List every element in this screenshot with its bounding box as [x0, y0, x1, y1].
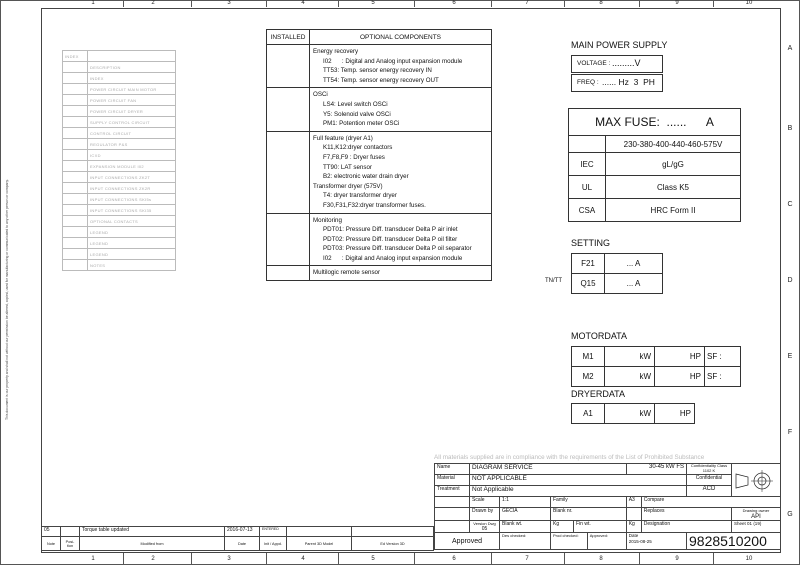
tb-acd: ACD [687, 486, 732, 497]
border-tick [639, 0, 640, 7]
index-entry: DESCRIPTION [88, 62, 176, 73]
motor-m1-sf: SF : [705, 347, 741, 367]
max-fuse-table [568, 108, 741, 222]
tn-tt-label: TN/TT [545, 278, 562, 284]
motor-m1: M1 [572, 347, 605, 367]
option-group [310, 266, 492, 281]
motor-m1-hp: HP [655, 347, 705, 367]
option-line: PDT02: Pressure Diff. transducer Delta P oil filter [323, 235, 458, 243]
option-line: Transformer dryer (575V) [313, 182, 383, 190]
revision-header: Init / Appd. [260, 537, 287, 551]
border-tick [338, 0, 339, 7]
option-line: F30,F31,F32:dryer transformer fuses. [323, 201, 426, 209]
border-tick [191, 0, 192, 7]
row-letter: D [787, 277, 793, 284]
rev-text: Torque table updated [80, 527, 225, 537]
main-power-title: MAIN POWER SUPPLY [571, 40, 668, 50]
option-line: F7,F8,F9 : Dryer fuses [323, 153, 385, 161]
column-number: 4 [301, 556, 305, 562]
tb-approved: Approved [435, 533, 500, 550]
option-line: PM1: Potention meter OSCi [323, 120, 400, 128]
title-block-grid [434, 463, 781, 550]
projection-symbol [732, 464, 781, 497]
column-number: 6 [452, 556, 456, 562]
border-tick [639, 553, 640, 565]
index-entry: INPUT CONNECTIONS ZK2T [88, 172, 176, 183]
option-group [310, 213, 492, 266]
revision-header: Date [225, 537, 260, 551]
column-number: 8 [599, 556, 603, 562]
option-line: Monitoring [313, 216, 342, 224]
revision-header: Modified from [80, 537, 225, 551]
index-entry: LEGEND [88, 249, 176, 260]
row-letter: A [787, 45, 793, 52]
freq-value: ...... Hz 3 PH [602, 77, 655, 87]
compliance-note: All materials supplied are in compliance with the requirements of the List of Prohibited Substance [434, 454, 705, 461]
fuse-val-csa: HRC Form II [606, 199, 741, 222]
column-number: 2 [151, 556, 155, 562]
tb-conf-class-label: Confidentiality Class [690, 463, 728, 468]
column-number: 5 [371, 556, 375, 562]
tb-version-dwg-value: 05 [481, 526, 488, 532]
fuse-std-iec: IEC [569, 153, 606, 176]
index-entry: INDEX [88, 73, 176, 84]
tb-sheet-label: Sheet [734, 521, 746, 526]
first-angle-projection-icon [732, 464, 776, 498]
tb-designation-label: Designation [641, 521, 731, 533]
motordata-table [571, 346, 741, 387]
column-number: 3 [227, 556, 231, 562]
index-entry: ICXD [88, 150, 176, 161]
tb-replaces-label: Replaces [641, 508, 731, 521]
column-number: 4 [301, 0, 305, 6]
tb-des-checked-label: Des checked: [500, 533, 551, 550]
option-line: Y5: Solenoid valve OSCi [323, 110, 391, 118]
revision-header: Ed Version 3D [352, 537, 434, 551]
row-letter: E [787, 353, 793, 360]
column-number: 1 [91, 0, 95, 6]
dryer-a1-kw: kW [605, 404, 655, 424]
tb-sheet-value: 01 [747, 521, 753, 526]
setting-q15-val: ... A [605, 274, 663, 294]
option-group [310, 131, 492, 213]
tb-a3: A3 [626, 497, 641, 508]
tb-approved-label: Approved: [587, 533, 626, 550]
option-line: Multilogic remote sensor [313, 269, 381, 277]
row-letter: C [787, 201, 793, 208]
row-letter: B [787, 125, 793, 132]
tb-date-value: 2015-08-25 [628, 539, 652, 544]
revision-header: Parent 3D Model [287, 537, 352, 551]
setting-q15: Q15 [572, 274, 605, 294]
column-number: 1 [91, 556, 95, 562]
title-block [434, 463, 781, 553]
tb-version-dwg-label: Version Dwg [473, 521, 496, 526]
option-line: Full feature (dryer A1) [313, 134, 373, 142]
voltage-box [571, 55, 663, 73]
option-line: TT90: LAT sensor [323, 163, 372, 171]
index-entry: REGULATOR P&S [88, 139, 176, 150]
index-entry: INDEX [63, 51, 88, 62]
tb-blank-nr-label: Blank nr. [551, 508, 627, 521]
column-number: 8 [599, 0, 603, 6]
column-number: 9 [675, 556, 679, 562]
tb-conf-class-code: 1102 K [702, 467, 716, 473]
tb-material-label: Material [435, 475, 470, 486]
option-line: OSCi [313, 91, 328, 99]
dryerdata-title: DRYERDATA [571, 389, 626, 399]
tb-model: 30-45 kW FS [626, 464, 686, 475]
index-entry [88, 51, 176, 62]
index-entry: POWER CIRCUIT MAIN MOTOR [88, 84, 176, 95]
tb-fin-wt-label: Fin wt. [574, 521, 627, 533]
rev-no: 05 [42, 527, 61, 537]
tb-drawn-by-label: Drawn by [470, 508, 500, 521]
revision-table [41, 526, 434, 551]
fuse-voltages: 230-380-400-440-460-575V [606, 136, 741, 153]
index-entry: INPUT CONNECTIONS SKI35 [88, 205, 176, 216]
max-fuse-title: MAX FUSE: ...... A [569, 109, 741, 136]
border-tick [191, 553, 192, 565]
tb-treatment-value: Not Applicable [470, 486, 687, 497]
fuse-std-ul: UL [569, 176, 606, 199]
tb-kg2: Kg [626, 521, 641, 533]
index-entry: INPUT CONNECTIONS SKI5s [88, 194, 176, 205]
optional-header: OPTIONAL COMPONENTS [310, 30, 492, 45]
column-number: 7 [525, 0, 529, 6]
index-entry: EXPANSION MODULE I02 [88, 161, 176, 172]
index-entry: OPTIONAL CONTACTS [88, 216, 176, 227]
border-tick [266, 0, 267, 7]
row-letter: F [787, 429, 793, 436]
option-line: TT53: Temp. sensor energy recovery IN [323, 67, 432, 75]
option-group [310, 88, 492, 131]
option-line: PDT03: Pressure Diff. transducer Delta P oil separator [323, 245, 472, 253]
index-entry: POWER CIRCUIT FAN [88, 95, 176, 106]
option-line: Energy recovery [313, 48, 359, 55]
tb-kg1: Kg [551, 521, 574, 533]
column-number: 5 [371, 0, 375, 6]
freq-label: FREQ : [577, 79, 599, 86]
column-number: 10 [745, 556, 753, 562]
fuse-val-iec: gL/gG [606, 153, 741, 176]
revision-header: Note [42, 537, 61, 551]
dryerdata-table [571, 403, 695, 424]
border-tick [564, 553, 565, 565]
tb-drawing-owner-value: API [751, 514, 761, 520]
tb-blank-wt-label: Blank wt. [500, 521, 551, 533]
border-tick [491, 553, 492, 565]
index-entry: POWER CIRCUIT DRYER [88, 106, 176, 117]
setting-f21-val: ... A [605, 254, 663, 274]
border-tick [414, 0, 415, 7]
tb-drawing-number: 9828510200 [687, 533, 781, 550]
motor-m2: M2 [572, 367, 605, 387]
border-tick [564, 0, 565, 7]
index-entry: NOTES [88, 260, 176, 271]
border-tick [338, 553, 339, 565]
column-number: 2 [151, 0, 155, 6]
rev-date: 2016-07-13 [225, 527, 260, 537]
tb-drawing-owner-label: Drawing owner [742, 508, 770, 513]
index-entry: INPUT CONNECTIONS ZK2R [88, 183, 176, 194]
index-entry: CONTROL CIRCUIT [88, 128, 176, 139]
option-line: I02 : Digital and Analog input expansion module [323, 57, 463, 65]
tb-name-label: Name [435, 464, 470, 475]
tb-sheet-of: (19) [753, 521, 762, 526]
tb-compare-label: Compare [641, 497, 780, 508]
revision-header: Posi-tion [61, 537, 80, 551]
border-tick [123, 0, 124, 7]
rev-stamp: ENTERED [260, 527, 287, 537]
voltage-value: .........V [612, 58, 641, 68]
freq-box [571, 74, 663, 92]
border-tick [713, 553, 714, 565]
tb-scale-label: Scale [470, 497, 500, 508]
tb-name-value: DIAGRAM SERVICE [470, 464, 627, 475]
option-line: B2: electronic water drain dryer [323, 173, 409, 181]
row-letter: G [787, 511, 793, 518]
tb-prod-checked-label: Prod checked: [551, 533, 588, 550]
setting-title: SETTING [571, 238, 611, 248]
fuse-val-ul: Class K5 [606, 176, 741, 199]
installed-header: INSTALLED [267, 30, 310, 45]
option-line: PDT01: Pressure Diff. transducer Delta P air inlet [323, 226, 458, 234]
border-tick [491, 0, 492, 7]
border-tick [123, 553, 124, 565]
tb-material-value: NOT APPLICABLE [470, 475, 687, 486]
border-tick [414, 553, 415, 565]
tb-scale-value: 1:1 [500, 497, 551, 508]
motor-m2-kw: kW [605, 367, 655, 387]
legal-note: This document is our property and shall not without our permission be altered, copied, used for manufacturing or communicated to any other person or company. [5, 179, 9, 420]
column-number: 9 [675, 0, 679, 6]
index-entry: LEGEND [88, 238, 176, 249]
tb-drawn-by-value: GECIA [500, 508, 551, 521]
dryer-a1-hp: HP [655, 404, 695, 424]
option-line: K11,K12:dryer contactors [323, 144, 393, 152]
border-tick [713, 0, 714, 7]
column-number: 10 [745, 0, 753, 6]
option-line: TT54: Temp. sensor energy recovery OUT [323, 76, 439, 84]
index-entry: LEGEND [88, 227, 176, 238]
column-number: 3 [227, 0, 231, 6]
dryer-a1: A1 [572, 404, 605, 424]
option-group [310, 45, 492, 88]
option-line: T4: dryer transformer dryer [323, 192, 397, 200]
column-number: 6 [452, 0, 456, 6]
motor-m2-hp: HP [655, 367, 705, 387]
motor-m2-sf: SF : [705, 367, 741, 387]
motor-m1-kw: kW [605, 347, 655, 367]
column-number: 7 [525, 556, 529, 562]
tb-confidential: Confidential [687, 475, 732, 486]
fuse-std-csa: CSA [569, 199, 606, 222]
option-line: LS4: Level switch OSCi [323, 100, 388, 108]
tb-date-label: Date [628, 533, 639, 538]
setting-f21: F21 [572, 254, 605, 274]
border-tick [266, 553, 267, 565]
optional-components-table [266, 29, 492, 281]
tb-family-label: Family [551, 497, 627, 508]
setting-table [571, 253, 663, 294]
index-table [62, 50, 176, 271]
option-line: I02 : Digital and Analog input expansion module [323, 254, 463, 262]
index-entry: SUPPLY CONTROL CIRCUIT [88, 117, 176, 128]
tb-treatment-label: Treatment [435, 486, 470, 497]
motordata-title: MOTORDATA [571, 331, 627, 341]
voltage-label: VOLTAGE : [577, 60, 611, 67]
